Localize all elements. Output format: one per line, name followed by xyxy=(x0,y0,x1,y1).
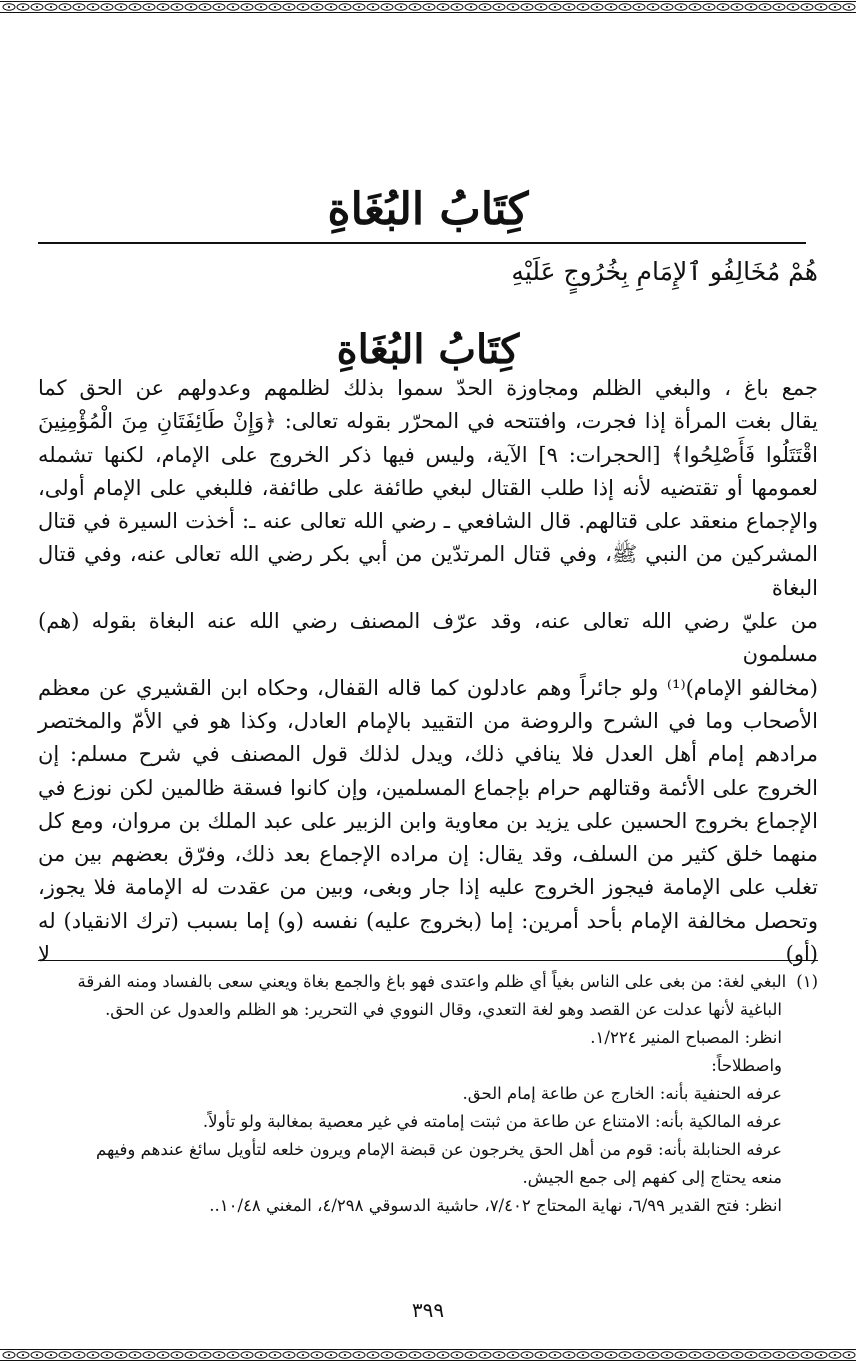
border-chain-dot xyxy=(232,1354,234,1356)
border-chain-dot xyxy=(64,1354,66,1356)
bottom-ornamental-border xyxy=(0,1348,856,1362)
border-chain-dot xyxy=(848,6,850,8)
border-chain-dot xyxy=(176,1354,178,1356)
border-chain-dot xyxy=(372,1354,374,1356)
border-chain-dot xyxy=(722,1354,724,1356)
border-chain-dot xyxy=(778,1354,780,1356)
body-line: الخروج على الأئمة وقتالهم حرام بإجماع المسلمين، وإن كانوا فسقة ظالمين لكن نوزع في xyxy=(38,775,818,800)
body-line: من عليّ رضي الله تعالى عنه، وقد عرّف المصنف رضي الله عنه البغاة بقوله (هم) مسلمون xyxy=(38,609,818,667)
border-chain-dot xyxy=(302,1354,304,1356)
body-line: تغلب على الإمامة فيجوز الخروج عليه إذا جار وبغى، وبين من عقدت له الإمامة فلا يجوز، xyxy=(38,875,818,900)
border-chain-dot xyxy=(344,1354,346,1356)
border-chain-dot xyxy=(596,1354,598,1356)
border-chain-dot xyxy=(526,1354,528,1356)
border-chain-dot xyxy=(414,1354,416,1356)
footnotes xyxy=(38,968,818,1220)
border-chain-dot xyxy=(624,1354,626,1356)
border-chain-dot xyxy=(8,1354,10,1356)
border-chain-dot xyxy=(764,1354,766,1356)
border-chain-dot xyxy=(162,1354,164,1356)
border-chain-dot xyxy=(820,1354,822,1356)
border-chain-dot xyxy=(652,1354,654,1356)
border-chain-dot xyxy=(442,1354,444,1356)
border-chain-dot xyxy=(820,6,822,8)
body-line: المشركين من النبي ﷺ، وفي قتال المرتدّين من أبي بكر رضي الله تعالى عنه، وفي قتال البغاة xyxy=(38,542,818,600)
body-line: وتحصل مخالفة الإمام بأحد أمرين: إما (بخروج عليه) نفسه (و) إما بسبب (ترك الانقياد) له (أو) لا xyxy=(38,908,818,967)
border-chain-dot xyxy=(498,1354,500,1356)
border-chain-dot xyxy=(8,6,10,8)
footnote-number: (١) xyxy=(796,972,818,991)
border-chain-dot xyxy=(638,1354,640,1356)
footnote-line: عرفه الحنفية بأنه: الخارج عن طاعة إمام الحق. xyxy=(462,1084,782,1103)
body-line: منهما خلق كثير من السلف، وقد يقال: إن مراده الإجماع بعد ذلك، وفرّق بعضهم بين من xyxy=(38,842,818,867)
border-chain-dot xyxy=(848,1354,850,1356)
bottom-border-pattern xyxy=(0,1348,856,1362)
border-chain-dot xyxy=(106,1354,108,1356)
border-chain-dot xyxy=(148,1354,150,1356)
body-line: والإجماع منعقد على قتالهم. قال الشافعي ـ رضي الله تعالى عنه ـ: أخذت السيرة في قتال xyxy=(38,509,818,534)
footnote-line: انظر: المصباح المنير ١/٢٢٤. xyxy=(590,1028,782,1047)
border-chain-dot xyxy=(806,1354,808,1356)
footnote-line: عرفه المالكية بأنه: الامتناع عن طاعة من ثبتت إمامته في غير معصية بمغالبة ولو تأولاً. xyxy=(202,1112,782,1131)
border-chain-dot xyxy=(260,1354,262,1356)
border-chain-dot xyxy=(386,1354,388,1356)
footnote-line: منعه يحتاج إلى كفهم إلى جمع الجيش. xyxy=(522,1168,782,1187)
border-chain-dot xyxy=(582,1354,584,1356)
border-chain-dot xyxy=(358,1354,360,1356)
border-chain-dot xyxy=(120,1354,122,1356)
body-line: مرادهم إمام أهل العدل فلا ينافي ذلك، ويدل لذلك قول المصنف في شرح مسلم: إن xyxy=(38,742,818,767)
border-chain-dot xyxy=(736,1354,738,1356)
title-underline xyxy=(38,242,806,244)
body-line: الإجماع بخروج الحسين على يزيد بن معاوية وابن الزبير على عبد الملك بن مروان، ومع كل xyxy=(38,808,818,833)
matn-line: هُمْ مُخَالِفُو ٱلإِمَامِ بِخُرُوجٍ عَلَيْهِ xyxy=(511,257,818,286)
border-chain-dot xyxy=(554,1354,556,1356)
footnote-separator xyxy=(38,960,818,961)
border-chain-dot xyxy=(666,1354,668,1356)
body-line: الأصحاب وما في الشرح والروضة من التقييد بالإمام العادل، وكذا هو في الأمّ والمختصر xyxy=(38,708,818,733)
section-title: كِتَابُ البُغَاةِ xyxy=(336,326,520,373)
footnote-line: واصطلاحاً: xyxy=(711,1056,782,1075)
footnote-line: انظر: فتح القدير ٦/٩٩، نهاية المحتاج ٧/٤٠٢، حاشية الدسوقي ٤/٢٩٨، المغني ١٠/٤٨.. xyxy=(209,1196,782,1215)
border-chain-dot xyxy=(708,1354,710,1356)
border-chain-dot xyxy=(470,1354,472,1356)
border-chain-dot xyxy=(694,1354,696,1356)
border-chain-dot xyxy=(190,1354,192,1356)
commentary-body xyxy=(38,372,818,971)
border-chain-dot xyxy=(792,1354,794,1356)
body-line: (مخالفو الإمام)⁽¹⁾ ولو جائراً وهم عادلون كما قاله القفال، وحكاه ابن القشيري عن معظم xyxy=(38,675,818,700)
footnote-line xyxy=(38,968,818,996)
border-chain-dot xyxy=(484,1354,486,1356)
border-chain-dot xyxy=(456,1354,458,1356)
border-chain-dot xyxy=(36,1354,38,1356)
border-chain-dot xyxy=(316,1354,318,1356)
border-chain-dot xyxy=(22,1354,24,1356)
border-chain-dot xyxy=(50,1354,52,1356)
body-line: اقْتَتَلُوا فَأَصْلِحُوا﴾ [الحجرات: ٩] الآية، وليس فيها ذكر الخروج على الإمام، لكنها تشمله xyxy=(38,442,819,467)
border-chain-dot xyxy=(750,1354,752,1356)
border-chain-dot xyxy=(274,1354,276,1356)
border-chain-dot xyxy=(288,1354,290,1356)
border-chain-dot xyxy=(568,1354,570,1356)
border-chain-dot xyxy=(134,1354,136,1356)
footnote-text: البغي لغة: من بغى على الناس بغياً أي ظلم واعتدى فهو باغ والجمع بغاة ويعني سعى بالفساد ومنه الفرقة xyxy=(77,972,787,991)
border-chain-dot xyxy=(834,1354,836,1356)
border-chain-dot xyxy=(330,1354,332,1356)
footnote-line: الباغية لأنها عدلت عن القصد وهو لغة التعدي، وقال النووي في التحرير: هو الظلم والعدول عن الحق. xyxy=(105,1000,782,1019)
body-line: جمع باغ ، والبغي الظلم ومجاوزة الحدّ سموا بذلك لظلمهم وعدولهم عن الحق كما xyxy=(38,376,818,400)
border-chain-dot xyxy=(22,6,24,8)
body-line: يقال بغت المرأة إذا فجرت، وافتتحه في المحرّر بقوله تعالى: ﴿وَإِنْ طَائِفَتَانِ مِنَ الْمُؤْمِنِينَ xyxy=(38,409,818,434)
border-chain-dot xyxy=(400,1354,402,1356)
border-chain-dot xyxy=(834,6,836,8)
border-chain-dot xyxy=(92,1354,94,1356)
border-chain-dot xyxy=(218,1354,220,1356)
border-chain-dot xyxy=(78,1354,80,1356)
border-chain-dot xyxy=(680,1354,682,1356)
book-title: كِتَابُ البُغَاةِ xyxy=(327,184,529,235)
page-number: ٣٩٩ xyxy=(411,1298,445,1322)
border-chain-dot xyxy=(204,1354,206,1356)
book-page xyxy=(38,0,818,1364)
border-chain-dot xyxy=(512,1354,514,1356)
footnote-line: عرفه الحنابلة بأنه: قوم من أهل الحق يخرجون عن قبضة الإمام ويرون خلعه لتأويل سائغ عندهم وفيهم xyxy=(95,1140,782,1159)
border-chain-dot xyxy=(610,1354,612,1356)
body-line: لعمومها أو تقتضيه لأنه إذا طلب القتال لبغي طائفة على طائفة، فللبغي على الإمام أولى، xyxy=(38,475,818,500)
border-chain-dot xyxy=(246,1354,248,1356)
border-chain-dot xyxy=(428,1354,430,1356)
border-chain-dot xyxy=(540,1354,542,1356)
